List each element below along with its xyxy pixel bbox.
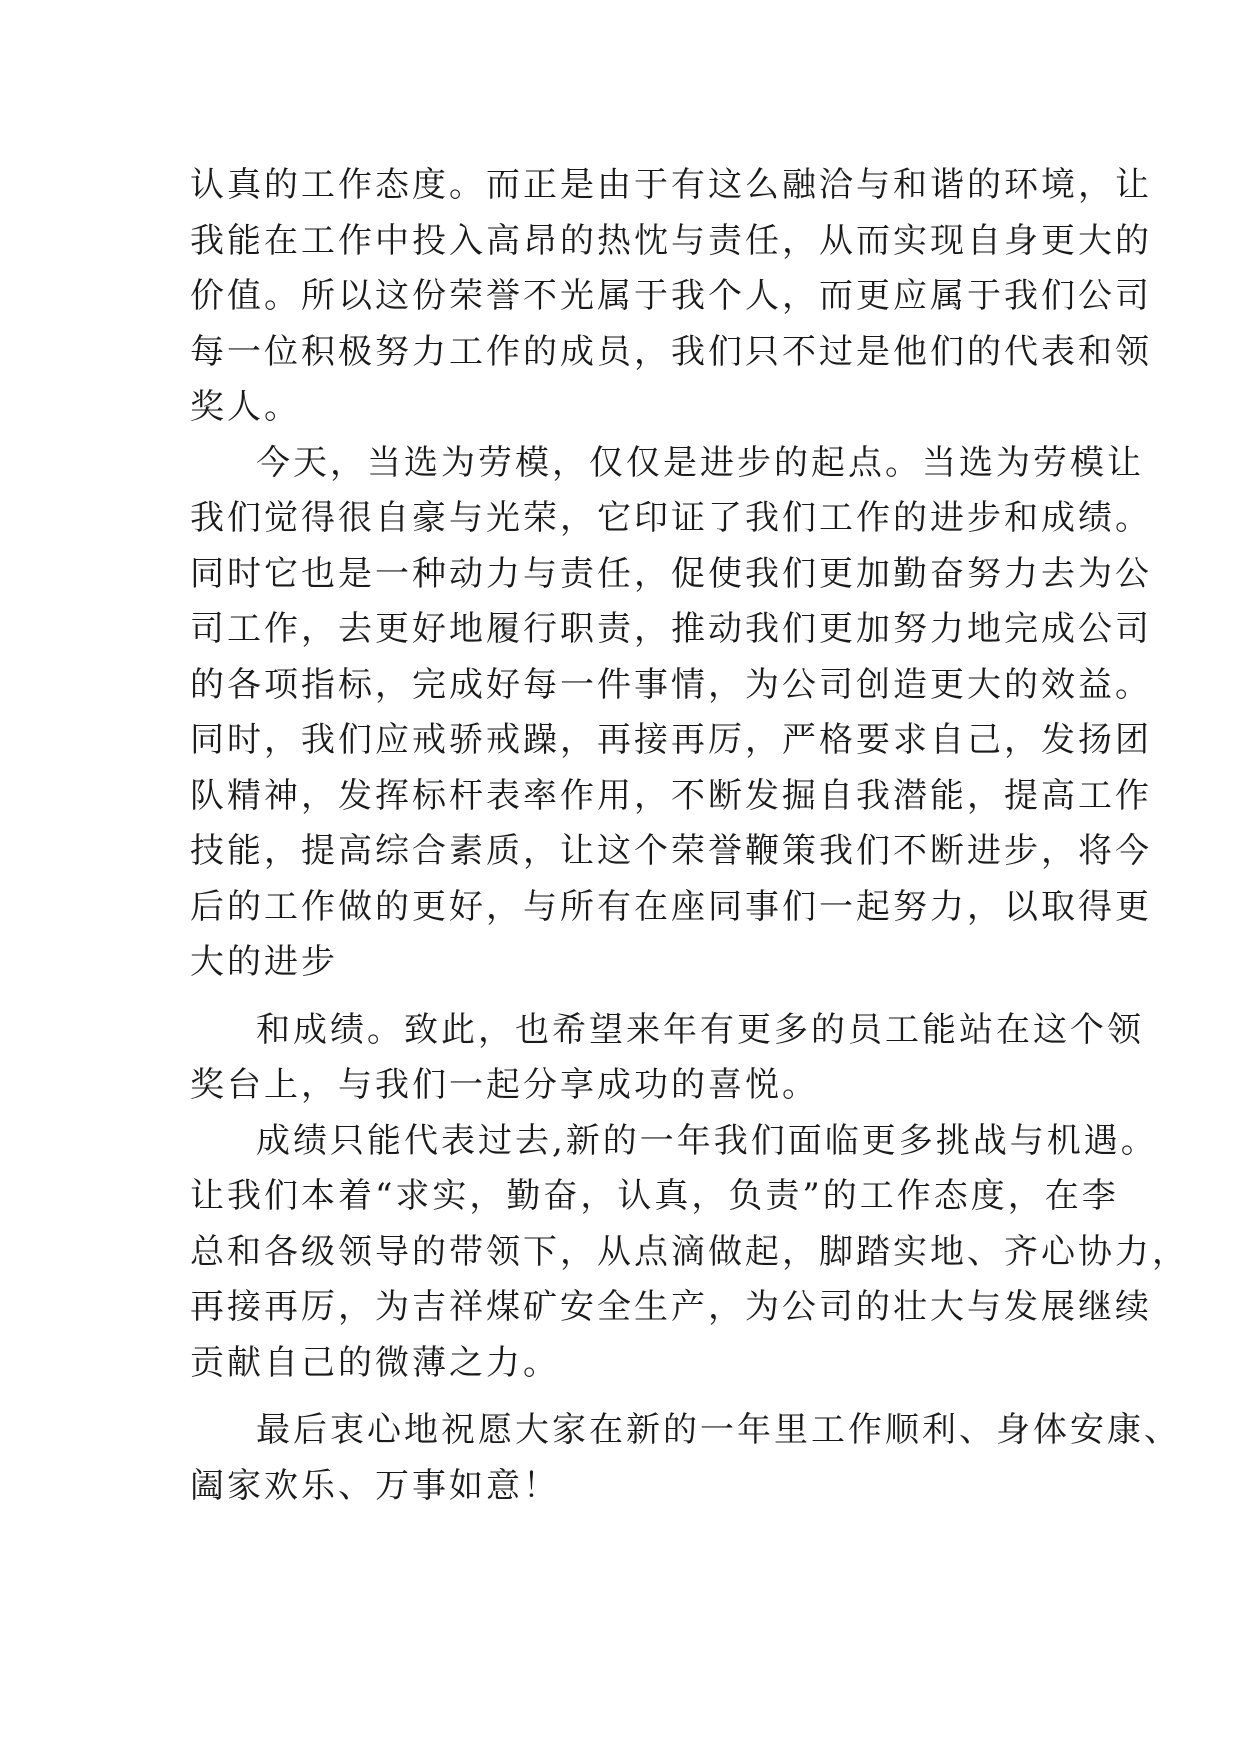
text-line: 认真的工作态度。而正是由于有这么融洽与和谐的环境，让 [190, 165, 1152, 205]
text-line: 奖人。 [190, 387, 301, 427]
paragraph-start-line: 成绩只能代表过去,新的一年我们面临更多挑战与机遇。 [256, 1120, 1158, 1161]
paragraph-start-line: 今天，当选为劳模，仅仅是进步的起点。当选为劳模让 [256, 442, 1144, 483]
text-line: 每一位积极努力工作的成员，我们只不过是他们的代表和领 [190, 331, 1152, 372]
text-line: 我们觉得很自豪与光荣，它印证了我们工作的进步和成绩。 [190, 498, 1152, 538]
text-line: 队精神，发挥标杆表率作用，不断发掘自我潜能，提高工作 [190, 775, 1152, 816]
text-line: 奖台上，与我们一起分享成功的喜悦。 [190, 1065, 819, 1105]
document-body [190, 158, 1189, 1514]
paragraph-start-line: 最后衷心地祝愿大家在新的一年里工作顺利、身体安康、 [256, 1410, 1181, 1450]
text-line: 同时，我们应戒骄戒躁，再接再厉，严格要求自己，发扬团 [190, 720, 1152, 760]
text-line: 价值。所以这份荣誉不光属于我个人，而更应属于我们公司 [190, 276, 1152, 316]
text-line: 总和各级领导的带领下，从点滴做起，脚踏实地、齐心协力， [190, 1231, 1189, 1272]
text-line: 后的工作做的更好，与所有在座同事们一起努力，以取得更 [190, 886, 1152, 927]
text-line: 司工作，去更好地履行职责，推动我们更加努力地完成公司 [190, 609, 1152, 649]
paragraph-gap [190, 991, 1070, 1003]
text-line: 阖家欢乐、万事如意！ [190, 1465, 560, 1506]
text-line: 让我们本着“求实，勤奋，认真，负责”的工作态度，在李 [190, 1176, 1119, 1216]
text-line: 贡献自己的微薄之力。 [190, 1342, 560, 1383]
text-line: 再接再厉，为吉祥煤矿安全生产，为公司的壮大与发展继续 [190, 1287, 1152, 1327]
text-line: 技能，提高综合素质，让这个荣誉鞭策我们不断进步，将今 [190, 831, 1152, 871]
text-line: 我能在工作中投入高昂的热忱与责任，从而实现自身更大的 [190, 220, 1152, 261]
text-line: 大的进步 [190, 942, 338, 982]
text-line: 的各项指标，完成好每一件事情，为公司创造更大的效益。 [190, 664, 1152, 705]
text-line: 同时它也是一种动力与责任，促使我们更加勤奋努力去为公 [190, 553, 1152, 594]
paragraph-start-line: 和成绩。致此，也希望来年有更多的员工能站在这个领 [256, 1009, 1144, 1050]
paragraph-gap [190, 1391, 1070, 1403]
